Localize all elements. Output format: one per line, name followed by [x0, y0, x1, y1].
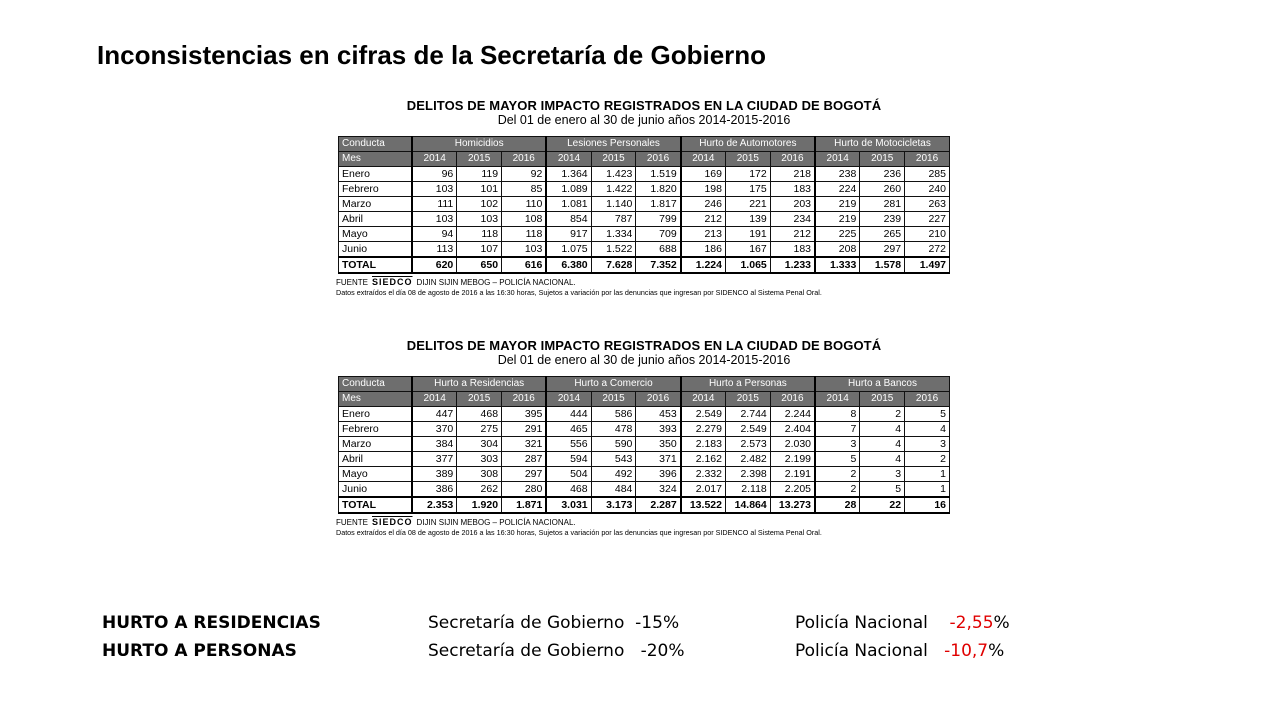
table-subheading: Del 01 de enero al 30 de junio años 2014-2015-2016 — [497, 113, 791, 127]
value-cell: 1.333 — [815, 257, 860, 273]
value-cell: 212 — [681, 212, 726, 227]
value-cell: 304 — [457, 437, 502, 452]
month-cell: Junio — [339, 242, 413, 258]
summary-row — [102, 609, 1102, 637]
policia-value: -10,7 — [944, 641, 989, 661]
month-cell: Junio — [339, 482, 413, 498]
year-header: 2016 — [636, 392, 681, 407]
value-cell: 183 — [770, 242, 815, 258]
value-cell: 2.244 — [770, 407, 815, 422]
year-header: 2016 — [905, 152, 950, 167]
value-cell: 167 — [725, 242, 770, 258]
value-cell: 543 — [591, 452, 636, 467]
policia-label: Policía Nacional — [795, 613, 928, 633]
table-subheading: Del 01 de enero al 30 de junio años 2014-2015-2016 — [497, 353, 791, 367]
policia-figure — [795, 609, 1010, 637]
value-cell: 103 — [502, 242, 547, 258]
value-cell: 210 — [905, 227, 950, 242]
table-heading: DELITOS DE MAYOR IMPACTO REGISTRADOS EN LA CIUDAD DE BOGOTÁ — [406, 338, 882, 353]
crime-table-block-2 — [334, 338, 954, 537]
year-header: 2016 — [502, 392, 547, 407]
group-header-row — [339, 377, 950, 392]
value-cell: 172 — [725, 167, 770, 182]
value-cell: 590 — [591, 437, 636, 452]
year-header: 2015 — [591, 152, 636, 167]
value-cell: 6.380 — [546, 257, 591, 273]
value-cell: 7.352 — [636, 257, 681, 273]
value-cell: 285 — [905, 167, 950, 182]
value-cell: 5 — [815, 452, 860, 467]
value-cell: 1.422 — [591, 182, 636, 197]
value-cell: 94 — [412, 227, 457, 242]
value-cell: 556 — [546, 437, 591, 452]
value-cell: 393 — [636, 422, 681, 437]
value-cell: 175 — [725, 182, 770, 197]
value-cell: 2.030 — [770, 437, 815, 452]
value-cell: 620 — [412, 257, 457, 273]
crime-table — [338, 136, 950, 274]
value-cell: 103 — [412, 182, 457, 197]
group-header: Homicidios — [412, 137, 546, 152]
value-cell: 1.089 — [546, 182, 591, 197]
value-cell: 198 — [681, 182, 726, 197]
value-cell: 224 — [815, 182, 860, 197]
year-header: 2016 — [636, 152, 681, 167]
value-cell: 377 — [412, 452, 457, 467]
value-cell: 453 — [636, 407, 681, 422]
value-cell: 2 — [860, 407, 905, 422]
conducta-label: Conducta — [339, 377, 413, 392]
value-cell: 246 — [681, 197, 726, 212]
year-header: 2014 — [412, 392, 457, 407]
value-cell: 221 — [725, 197, 770, 212]
month-cell: Abril — [339, 212, 413, 227]
value-cell: 28 — [815, 497, 860, 513]
summary-crime-name: HURTO A PERSONAS — [102, 641, 297, 661]
value-cell: 281 — [860, 197, 905, 212]
value-cell: 1 — [905, 467, 950, 482]
table-row — [339, 182, 950, 197]
value-cell: 212 — [770, 227, 815, 242]
value-cell: 1.817 — [636, 197, 681, 212]
table-source — [336, 517, 954, 528]
value-cell: 321 — [502, 437, 547, 452]
value-cell: 688 — [636, 242, 681, 258]
table-heading: DELITOS DE MAYOR IMPACTO REGISTRADOS EN LA CIUDAD DE BOGOTÁ — [406, 98, 882, 113]
value-cell: 263 — [905, 197, 950, 212]
value-cell: 594 — [546, 452, 591, 467]
year-header: 2014 — [681, 152, 726, 167]
value-cell: 2 — [815, 482, 860, 498]
value-cell: 386 — [412, 482, 457, 498]
value-cell: 3 — [815, 437, 860, 452]
year-header: 2015 — [725, 392, 770, 407]
month-cell: Febrero — [339, 422, 413, 437]
year-header: 2016 — [770, 392, 815, 407]
value-cell: 854 — [546, 212, 591, 227]
table-row — [339, 227, 950, 242]
month-cell: Marzo — [339, 437, 413, 452]
month-cell: Febrero — [339, 182, 413, 197]
value-cell: 465 — [546, 422, 591, 437]
value-cell: 22 — [860, 497, 905, 513]
value-cell: 3.173 — [591, 497, 636, 513]
policia-figure — [795, 637, 1004, 665]
value-cell: 1.578 — [860, 257, 905, 273]
value-cell: 5 — [860, 482, 905, 498]
value-cell: 119 — [457, 167, 502, 182]
month-cell: TOTAL — [339, 257, 413, 273]
value-cell: 183 — [770, 182, 815, 197]
value-cell: 1.519 — [636, 167, 681, 182]
value-cell: 2 — [815, 467, 860, 482]
value-cell: 504 — [546, 467, 591, 482]
value-cell: 169 — [681, 167, 726, 182]
crime-table-block-1 — [334, 98, 954, 297]
value-cell: 1.820 — [636, 182, 681, 197]
value-cell: 1.497 — [905, 257, 950, 273]
year-header: 2015 — [457, 152, 502, 167]
value-cell: 2.017 — [681, 482, 726, 498]
year-header: 2015 — [591, 392, 636, 407]
secretaria-figure — [428, 609, 679, 637]
value-cell: 85 — [502, 182, 547, 197]
table-row — [339, 467, 950, 482]
value-cell: 2.549 — [681, 407, 726, 422]
value-cell: 297 — [860, 242, 905, 258]
value-cell: 616 — [502, 257, 547, 273]
value-cell: 1.081 — [546, 197, 591, 212]
value-cell: 2.332 — [681, 467, 726, 482]
value-cell: 16 — [905, 497, 950, 513]
value-cell: 14.864 — [725, 497, 770, 513]
table-row — [339, 242, 950, 258]
value-cell: 2.191 — [770, 467, 815, 482]
month-cell: Mayo — [339, 227, 413, 242]
value-cell: 118 — [457, 227, 502, 242]
value-cell: 1.140 — [591, 197, 636, 212]
year-header: 2014 — [681, 392, 726, 407]
summary-comparison — [102, 609, 1102, 665]
value-cell: 297 — [502, 467, 547, 482]
value-cell: 275 — [457, 422, 502, 437]
value-cell: 92 — [502, 167, 547, 182]
value-cell: 2.353 — [412, 497, 457, 513]
value-cell: 492 — [591, 467, 636, 482]
group-header: Hurto a Personas — [681, 377, 815, 392]
value-cell: 2.287 — [636, 497, 681, 513]
value-cell: 7.628 — [591, 257, 636, 273]
value-cell: 303 — [457, 452, 502, 467]
table-row — [339, 212, 950, 227]
value-cell: 2.162 — [681, 452, 726, 467]
value-cell: 236 — [860, 167, 905, 182]
value-cell: 586 — [591, 407, 636, 422]
year-header-row — [339, 152, 950, 167]
value-cell: 4 — [905, 422, 950, 437]
year-header: 2014 — [815, 152, 860, 167]
value-cell: 7 — [815, 422, 860, 437]
value-cell: 103 — [457, 212, 502, 227]
policia-value: -2,55 — [949, 613, 994, 633]
siedco-logo: SIEDCO — [372, 517, 413, 527]
value-cell: 219 — [815, 197, 860, 212]
value-cell: 213 — [681, 227, 726, 242]
value-cell: 2 — [905, 452, 950, 467]
value-cell: 139 — [725, 212, 770, 227]
group-header: Hurto a Bancos — [815, 377, 949, 392]
source-label: FUENTE — [336, 518, 368, 527]
value-cell: 324 — [636, 482, 681, 498]
year-header: 2014 — [412, 152, 457, 167]
secretaria-figure — [428, 637, 685, 665]
table-note: Datos extraídos el día 08 de agosto de 2016 a las 16:30 horas, Sujetos a variación por las denuncias que ingresan por SIDENCO al Sistema Penal Oral. — [336, 288, 822, 297]
value-cell: 191 — [725, 227, 770, 242]
value-cell: 917 — [546, 227, 591, 242]
value-cell: 225 — [815, 227, 860, 242]
value-cell: 478 — [591, 422, 636, 437]
source-text: DIJIN SIJIN MEBOG – POLICÍA NACIONAL. — [416, 518, 576, 527]
value-cell: 799 — [636, 212, 681, 227]
value-cell: 1.423 — [591, 167, 636, 182]
table-row — [339, 407, 950, 422]
value-cell: 280 — [502, 482, 547, 498]
secretaria-label: Secretaría de Gobierno — [428, 641, 625, 661]
value-cell: 113 — [412, 242, 457, 258]
value-cell: 107 — [457, 242, 502, 258]
value-cell: 240 — [905, 182, 950, 197]
value-cell: 272 — [905, 242, 950, 258]
value-cell: 103 — [412, 212, 457, 227]
summary-row — [102, 637, 1102, 665]
value-cell: 2.183 — [681, 437, 726, 452]
mes-label: Mes — [339, 152, 413, 167]
value-cell: 1.065 — [725, 257, 770, 273]
value-cell: 2.118 — [725, 482, 770, 498]
value-cell: 4 — [860, 422, 905, 437]
value-cell: 1.233 — [770, 257, 815, 273]
value-cell: 110 — [502, 197, 547, 212]
table-source — [336, 277, 954, 288]
summary-crime-name: HURTO A RESIDENCIAS — [102, 613, 321, 633]
mes-label: Mes — [339, 392, 413, 407]
table-row — [339, 197, 950, 212]
secretaria-label: Secretaría de Gobierno — [428, 613, 625, 633]
year-header: 2014 — [546, 152, 591, 167]
value-cell: 2.398 — [725, 467, 770, 482]
value-cell: 101 — [457, 182, 502, 197]
group-header: Hurto a Comercio — [546, 377, 680, 392]
value-cell: 260 — [860, 182, 905, 197]
value-cell: 3 — [905, 437, 950, 452]
value-cell: 787 — [591, 212, 636, 227]
table-row — [339, 452, 950, 467]
value-cell: 238 — [815, 167, 860, 182]
secretaria-value: -20% — [640, 641, 685, 661]
value-cell: 350 — [636, 437, 681, 452]
value-cell: 395 — [502, 407, 547, 422]
group-header: Hurto a Residencias — [412, 377, 546, 392]
value-cell: 102 — [457, 197, 502, 212]
value-cell: 2.482 — [725, 452, 770, 467]
month-cell: Marzo — [339, 197, 413, 212]
value-cell: 2.279 — [681, 422, 726, 437]
value-cell: 1.224 — [681, 257, 726, 273]
value-cell: 1.920 — [457, 497, 502, 513]
month-cell: Mayo — [339, 467, 413, 482]
month-cell: Enero — [339, 167, 413, 182]
group-header: Hurto de Motocicletas — [815, 137, 949, 152]
value-cell: 396 — [636, 467, 681, 482]
month-cell: Abril — [339, 452, 413, 467]
value-cell: 3.031 — [546, 497, 591, 513]
table-row — [339, 422, 950, 437]
value-cell: 1.522 — [591, 242, 636, 258]
value-cell: 4 — [860, 437, 905, 452]
percent-sign: % — [988, 641, 1005, 661]
table-note: Datos extraídos el día 08 de agosto de 2016 a las 16:30 horas, Sujetos a variación por las denuncias que ingresan por SIDENCO al Sistema Penal Oral. — [336, 528, 822, 537]
value-cell: 444 — [546, 407, 591, 422]
value-cell: 291 — [502, 422, 547, 437]
value-cell: 1.364 — [546, 167, 591, 182]
value-cell: 2.744 — [725, 407, 770, 422]
value-cell: 218 — [770, 167, 815, 182]
value-cell: 111 — [412, 197, 457, 212]
policia-label: Policía Nacional — [795, 641, 928, 661]
value-cell: 108 — [502, 212, 547, 227]
group-header-row — [339, 137, 950, 152]
value-cell: 96 — [412, 167, 457, 182]
year-header: 2015 — [725, 152, 770, 167]
value-cell: 208 — [815, 242, 860, 258]
value-cell: 1.871 — [502, 497, 547, 513]
value-cell: 384 — [412, 437, 457, 452]
value-cell: 1.334 — [591, 227, 636, 242]
value-cell: 219 — [815, 212, 860, 227]
month-cell: Enero — [339, 407, 413, 422]
month-cell: TOTAL — [339, 497, 413, 513]
value-cell: 227 — [905, 212, 950, 227]
value-cell: 262 — [457, 482, 502, 498]
value-cell: 8 — [815, 407, 860, 422]
value-cell: 13.522 — [681, 497, 726, 513]
value-cell: 186 — [681, 242, 726, 258]
percent-sign: % — [993, 613, 1010, 633]
slide-title: Inconsistencias en cifras de la Secretaría de Gobierno — [97, 40, 767, 70]
value-cell: 203 — [770, 197, 815, 212]
group-header: Lesiones Personales — [546, 137, 680, 152]
source-label: FUENTE — [336, 278, 368, 287]
value-cell: 4 — [860, 452, 905, 467]
year-header: 2016 — [502, 152, 547, 167]
value-cell: 484 — [591, 482, 636, 498]
conducta-label: Conducta — [339, 137, 413, 152]
table-row — [339, 482, 950, 498]
value-cell: 2.199 — [770, 452, 815, 467]
value-cell: 287 — [502, 452, 547, 467]
value-cell: 371 — [636, 452, 681, 467]
value-cell: 370 — [412, 422, 457, 437]
value-cell: 239 — [860, 212, 905, 227]
value-cell: 468 — [546, 482, 591, 498]
value-cell: 234 — [770, 212, 815, 227]
siedco-logo: SIEDCO — [372, 277, 413, 287]
value-cell: 118 — [502, 227, 547, 242]
total-row — [339, 257, 950, 273]
value-cell: 5 — [905, 407, 950, 422]
value-cell: 468 — [457, 407, 502, 422]
value-cell: 709 — [636, 227, 681, 242]
value-cell: 2.573 — [725, 437, 770, 452]
value-cell: 1 — [905, 482, 950, 498]
year-header-row — [339, 392, 950, 407]
year-header: 2016 — [905, 392, 950, 407]
value-cell: 447 — [412, 407, 457, 422]
value-cell: 2.404 — [770, 422, 815, 437]
year-header: 2015 — [457, 392, 502, 407]
table-row — [339, 167, 950, 182]
year-header: 2014 — [546, 392, 591, 407]
secretaria-value: -15% — [635, 613, 680, 633]
source-text: DIJIN SIJIN MEBOG – POLICÍA NACIONAL. — [416, 278, 576, 287]
table-row — [339, 437, 950, 452]
total-row — [339, 497, 950, 513]
year-header: 2015 — [860, 392, 905, 407]
value-cell: 389 — [412, 467, 457, 482]
value-cell: 3 — [860, 467, 905, 482]
year-header: 2015 — [860, 152, 905, 167]
value-cell: 1.075 — [546, 242, 591, 258]
year-header: 2014 — [815, 392, 860, 407]
value-cell: 13.273 — [770, 497, 815, 513]
value-cell: 650 — [457, 257, 502, 273]
crime-table — [338, 376, 950, 514]
value-cell: 308 — [457, 467, 502, 482]
value-cell: 2.549 — [725, 422, 770, 437]
year-header: 2016 — [770, 152, 815, 167]
value-cell: 265 — [860, 227, 905, 242]
value-cell: 2.205 — [770, 482, 815, 498]
group-header: Hurto de Automotores — [681, 137, 815, 152]
